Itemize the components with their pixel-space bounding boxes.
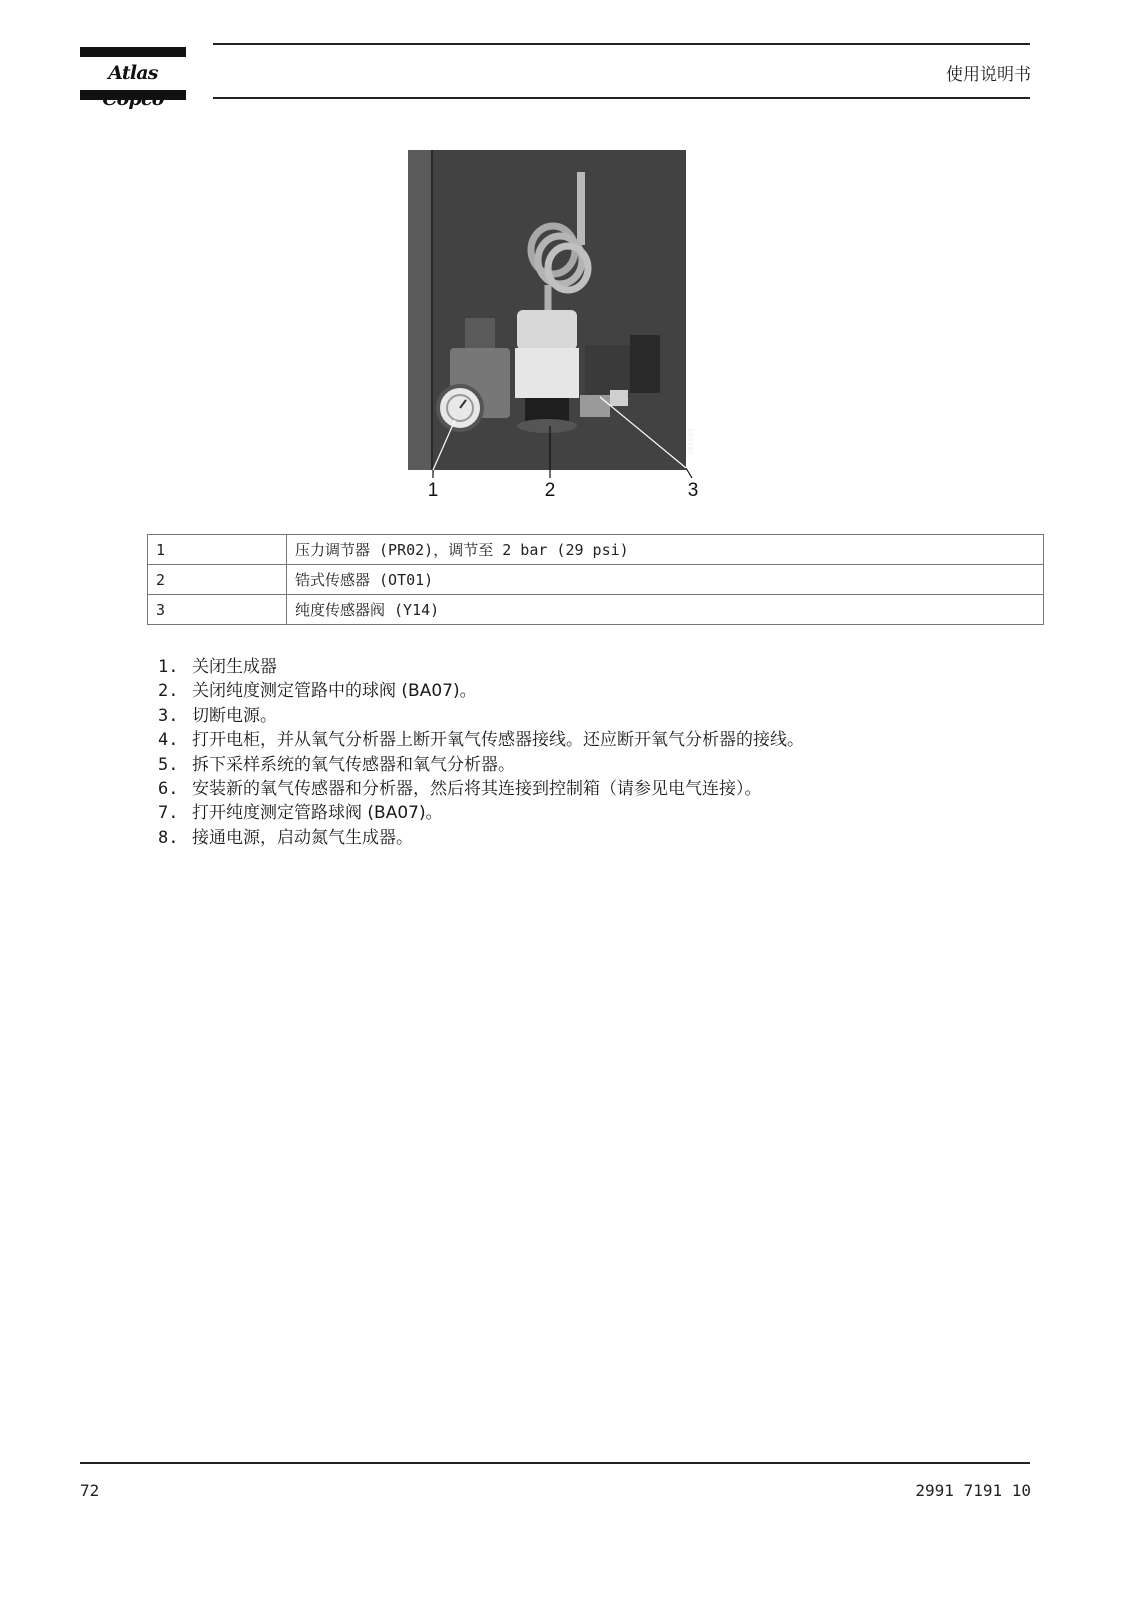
header-rule-top [213, 43, 1030, 45]
legend-description: 纯度传感器阀 (Y14) [287, 595, 1044, 625]
callout-3: 3 [687, 480, 699, 501]
step-item [158, 728, 804, 752]
step-item [158, 655, 804, 679]
legend-description: 锆式传感器 (OT01) [287, 565, 1044, 595]
step-text: 接通电源，启动氮气生成器。 [192, 827, 413, 848]
legend-description: 压力调节器 (PR02)，调节至 2 bar (29 psi) [287, 535, 1044, 565]
atlas-copco-logo [80, 47, 186, 99]
legend-row [148, 565, 1044, 595]
legend-number: 3 [148, 595, 287, 625]
procedure-steps [158, 655, 804, 850]
step-number: 2. [158, 681, 179, 702]
step-item [158, 704, 804, 728]
callout-2: 2 [544, 480, 556, 501]
document-title: 使用说明书 [946, 65, 1031, 85]
logo-text: Atlas [108, 62, 158, 84]
legend-table [147, 534, 1044, 625]
page-number: 72 [80, 1481, 100, 1500]
step-number: 1. [158, 657, 179, 677]
step-item [158, 777, 804, 801]
legend-number: 2 [148, 565, 287, 595]
step-number: 5. [158, 754, 179, 775]
callout-1: 1 [427, 480, 439, 501]
logo-bar-top [80, 47, 186, 57]
legend-row [148, 595, 1044, 625]
step-text: 拆下采样系统的氧气传感器和氧气分析器。 [192, 754, 515, 775]
legend-number: 1 [148, 535, 287, 565]
legend-row [148, 535, 1044, 565]
header-rule-bottom [213, 97, 1030, 99]
logo-bar-bottom [80, 90, 186, 100]
step-text: 关闭生成器 [192, 657, 277, 677]
step-text: 打开电柜，并从氧气分析器上断开氧气传感器接线。还应断开氧气分析器的接线。 [192, 730, 804, 751]
step-item [158, 801, 804, 825]
step-number: 7. [158, 803, 179, 824]
step-item [158, 679, 804, 703]
sensor-assembly-illustration [405, 150, 705, 502]
step-number: 4. [158, 730, 179, 751]
step-text: 安装新的氧气传感器和分析器，然后将其连接到控制箱（请参见电气连接）。 [192, 779, 762, 800]
step-number: 6. [158, 779, 179, 800]
step-text: 打开纯度测定管路球阀 (BA07)。 [192, 803, 443, 824]
image-code: 061603 [687, 428, 695, 455]
step-number: 3. [158, 705, 179, 726]
sensor-assembly-figure [405, 150, 705, 502]
document-number: 2991 7191 10 [915, 1481, 1031, 1500]
step-text: 切断电源。 [192, 705, 277, 726]
footer-rule [80, 1462, 1030, 1464]
step-item [158, 826, 804, 850]
step-text: 关闭纯度测定管路中的球阀 (BA07)。 [192, 681, 477, 702]
step-item [158, 753, 804, 777]
step-number: 8. [158, 827, 179, 848]
